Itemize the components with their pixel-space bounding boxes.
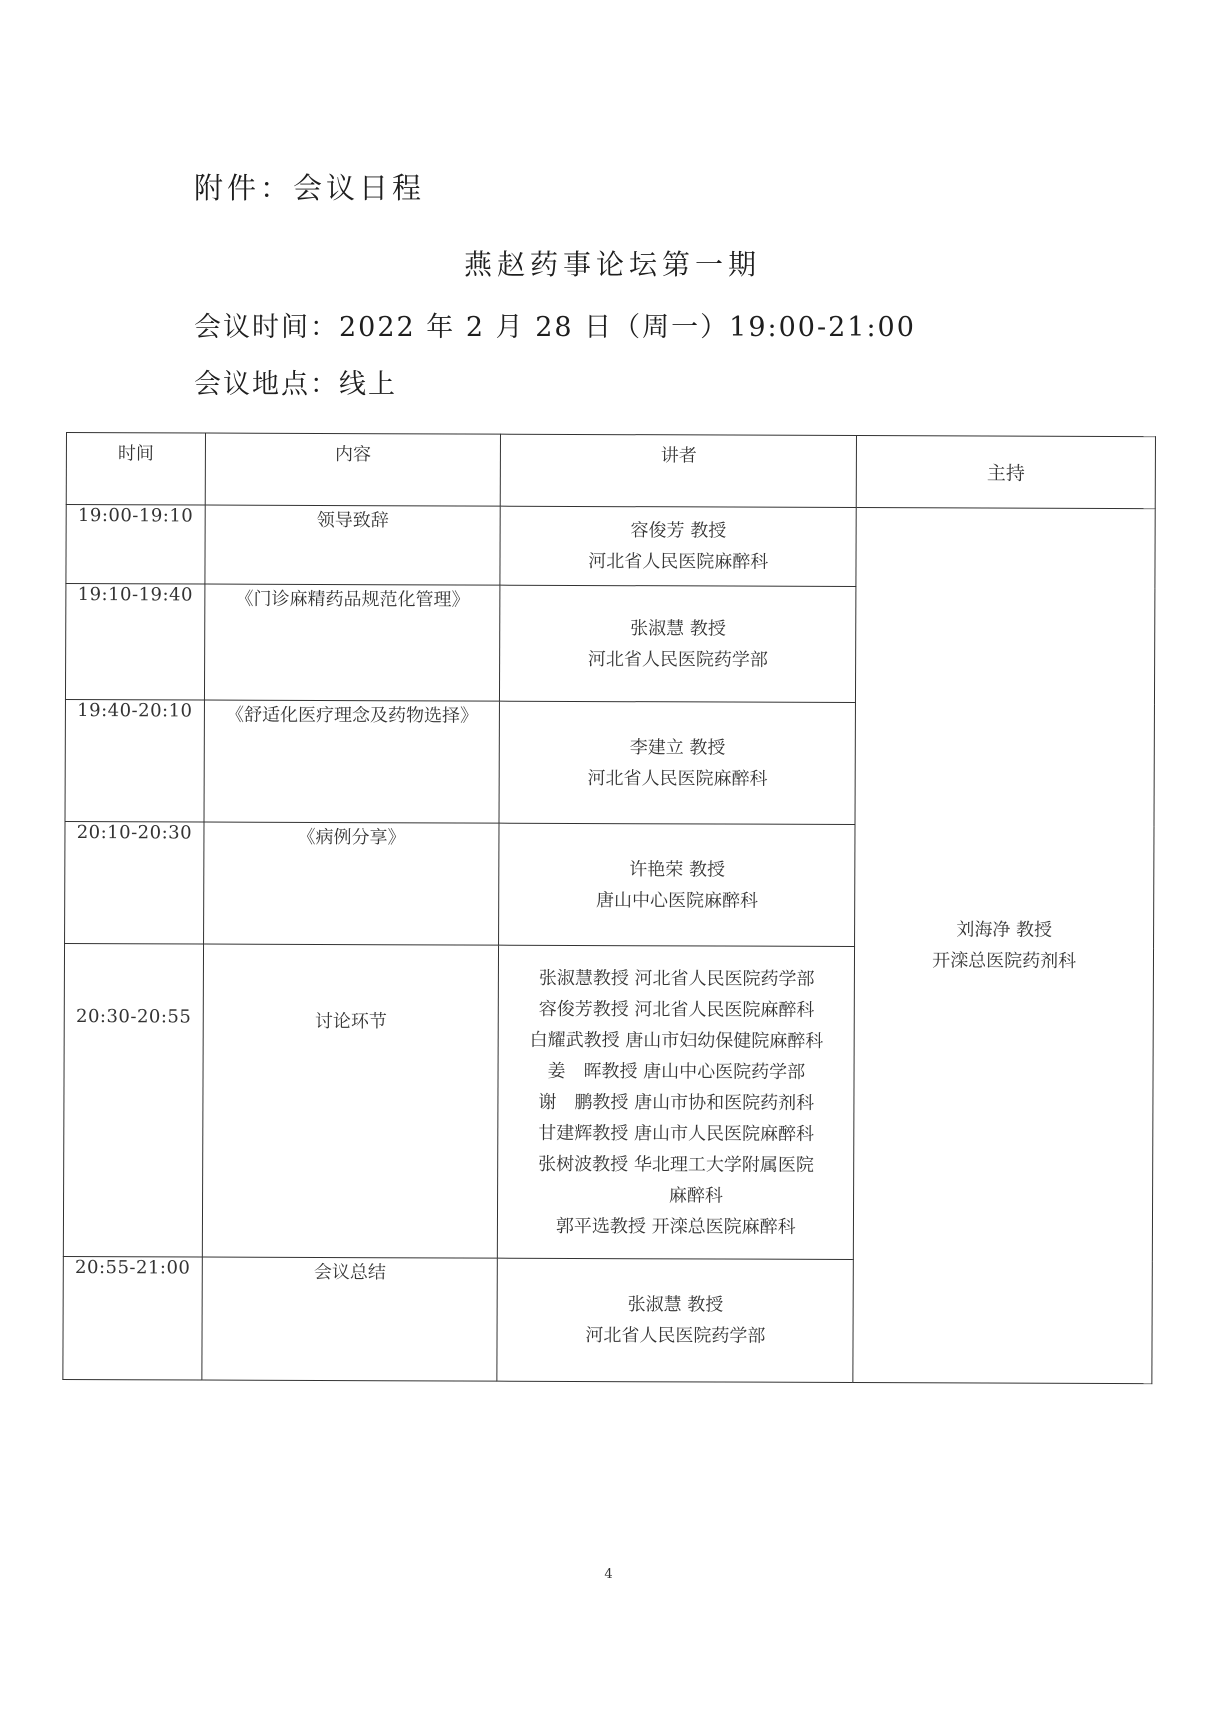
panelist: 容俊芳教授 河北省人民医院麻醉科 (538, 998, 815, 1021)
schedule-table (62, 432, 1156, 1384)
meeting-place: 会议地点：线上 (194, 369, 397, 400)
row-speaker (499, 823, 855, 946)
page-number: 4 (604, 1567, 613, 1582)
column-header-content: 内容 (205, 433, 501, 506)
panelist: 张淑慧教授 河北省人民医院药学部 (538, 967, 815, 990)
speaker-name: 张淑慧 教授 (627, 1294, 724, 1316)
panelist: 姜 晖教授 唐山中心医院药学部 (547, 1060, 806, 1083)
speaker-affiliation: 河北省人民医院麻醉科 (587, 767, 768, 790)
row-time: 20:10-20:30 (65, 821, 204, 944)
row-speaker (498, 945, 855, 1259)
panelist: 甘建辉教授 唐山市人民医院麻醉科 (538, 1122, 815, 1145)
meeting-time: 会议时间：2022 年 2 月 28 日（周一）19:00-21:00 (194, 312, 916, 343)
table-row (66, 505, 1155, 588)
speaker-name: 许艳荣 教授 (629, 858, 726, 881)
row-time: 19:40-20:10 (65, 699, 204, 822)
speaker-name: 张淑慧 教授 (630, 617, 726, 640)
row-time: 20:30-20:55 (63, 943, 203, 1257)
row-content: 会议总结 (202, 1257, 498, 1381)
host-affiliation: 开滦总医院药剂科 (932, 950, 1077, 972)
row-speaker (500, 585, 856, 702)
row-content: 《舒适化医疗理念及药物选择》 (204, 700, 500, 823)
row-content: 《病例分享》 (203, 822, 499, 945)
table-header-row (66, 433, 1155, 509)
panelist: 张树波教授 华北理工大学附属医院 (538, 1153, 814, 1176)
speaker-affiliation: 河北省人民医院药学部 (585, 1325, 766, 1347)
row-speaker (499, 701, 855, 824)
row-content: 讨论环节 (202, 944, 499, 1258)
row-speaker (497, 1258, 853, 1382)
host-cell (853, 508, 1155, 1384)
panelist: 谢 鹏教授 唐山市协和医院药剂科 (538, 1091, 815, 1114)
row-time: 20:55-21:00 (63, 1256, 202, 1380)
column-header-speaker: 讲者 (501, 434, 857, 507)
speaker-name: 容俊芳 教授 (630, 520, 727, 542)
row-time: 19:10-19:40 (65, 584, 204, 701)
row-content: 领导致辞 (205, 505, 501, 585)
attachment-label: 附件：会议日程 (194, 171, 426, 205)
forum-title: 燕赵药事论坛第一期 (463, 248, 761, 281)
row-time: 19:00-19:10 (66, 505, 205, 585)
panelist: 白耀武教授 唐山市妇幼保健院麻醉科 (529, 1029, 824, 1052)
speaker-affiliation: 河北省人民医院麻醉科 (588, 551, 769, 573)
host-name: 刘海净 教授 (956, 919, 1053, 941)
speaker-name: 李建立 教授 (629, 736, 726, 759)
panelist: 郭平选教授 开滦总医院麻醉科 (555, 1215, 796, 1238)
speaker-affiliation: 唐山中心医院麻醉科 (595, 889, 759, 912)
panelist-continued: 麻醉科 (668, 1184, 723, 1207)
column-header-host: 主持 (856, 436, 1155, 509)
row-content: 《门诊麻精药品规范化管理》 (204, 584, 500, 701)
speaker-affiliation: 河北省人民医院药学部 (587, 648, 768, 671)
row-speaker (500, 506, 856, 586)
column-header-time: 时间 (66, 433, 205, 506)
